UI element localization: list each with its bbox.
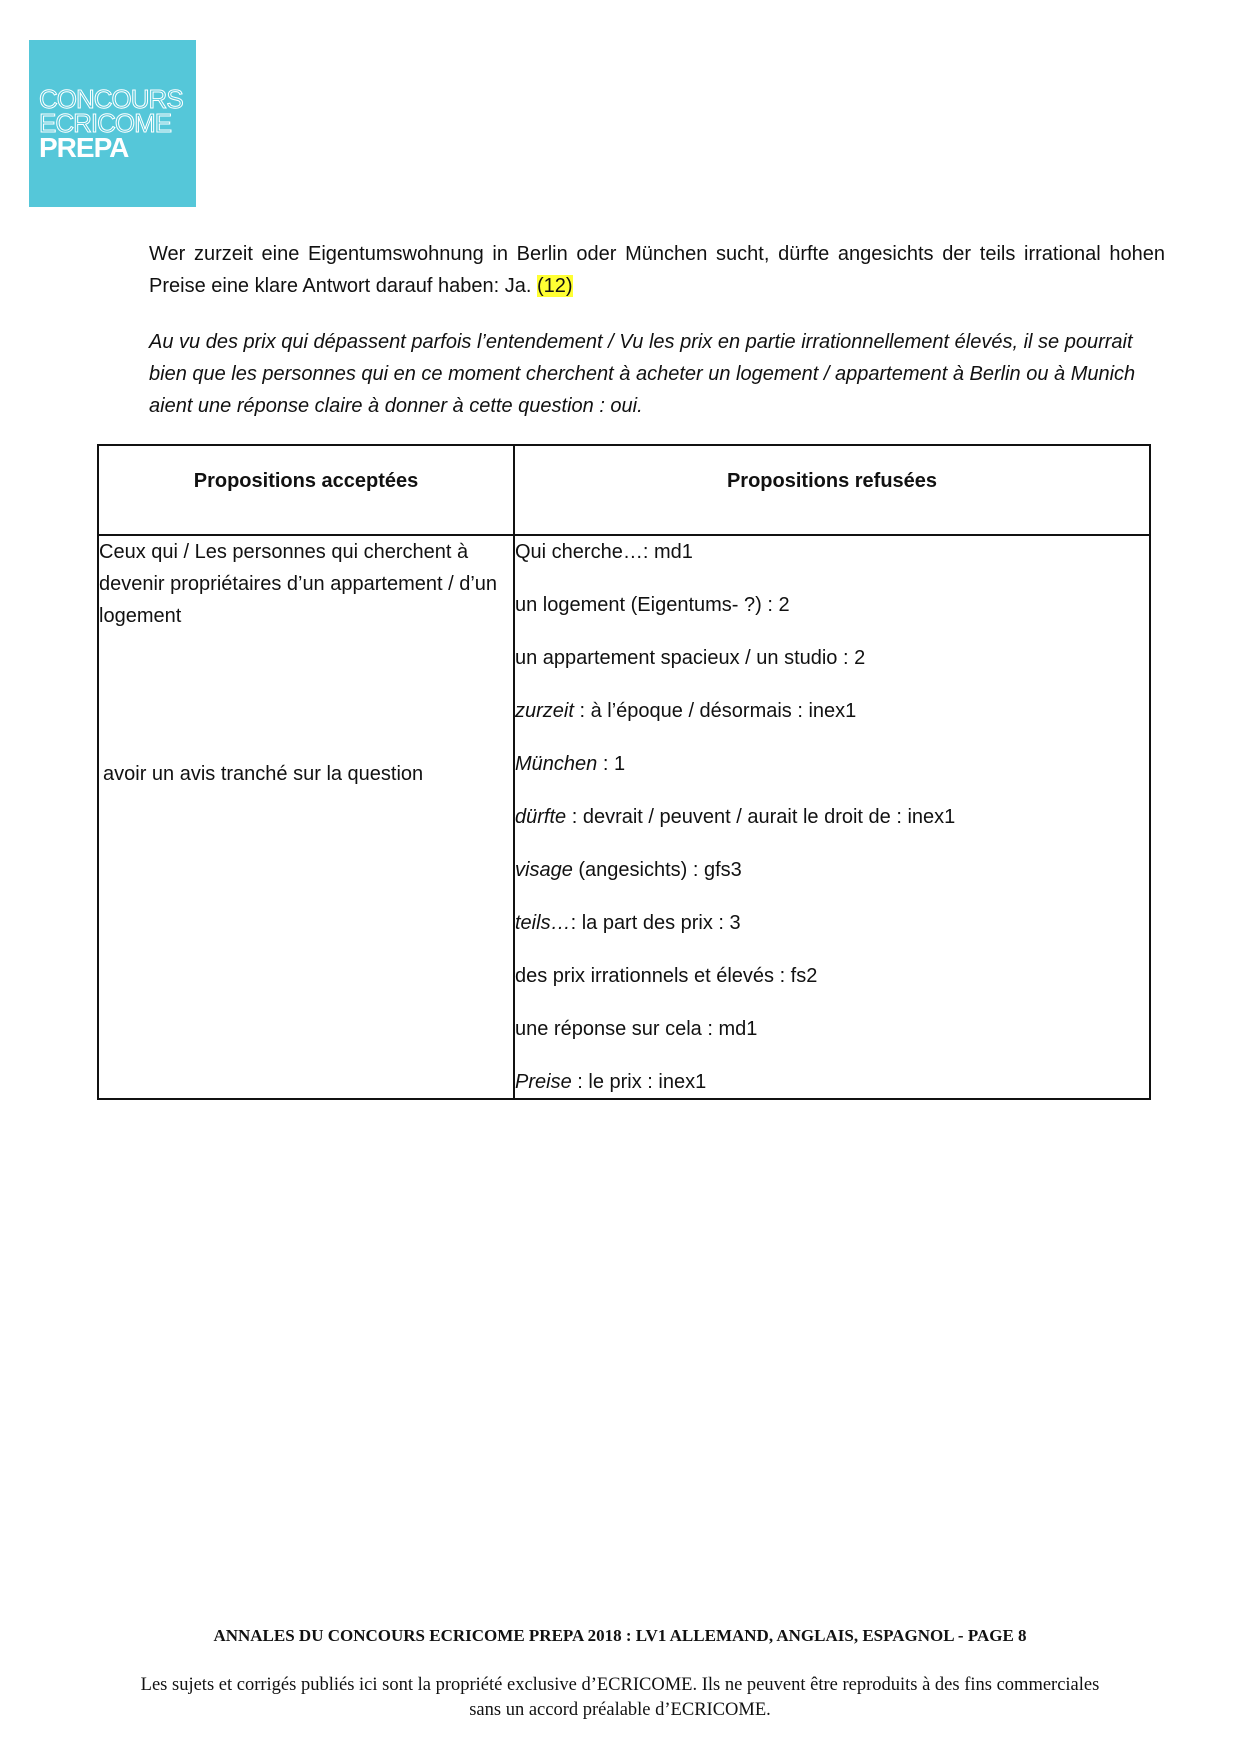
footer-title: ANNALES DU CONCOURS ECRICOME PREPA 2018 : LV1 ALLEMAND, ANGLAIS, ESPAGNOL - PAGE 8 [213, 1626, 1027, 1645]
accepted-item: avoir un avis tranché sur la question [103, 763, 424, 785]
refused-item: teils…: la part des prix : 3 [515, 912, 741, 934]
translation-text: Au vu des prix qui dépassent parfois l’entendement / Vu les prix en partie irrationnellement élevés, il se pourrait bien que les personnes qui en ce moment cherchent à acheter un logement / appartement à Berlin ou à Munich aient une réponse claire à donner à cette question : oui. [149, 331, 1136, 417]
refused-item: dürfte : devrait / peuvent / aurait le droit de : inex1 [515, 806, 956, 828]
ecricome-logo [29, 40, 196, 207]
refused-cell [514, 535, 1150, 1099]
accepted-cell [98, 535, 514, 1099]
source-sentence: Wer zurzeit eine Eigentumswohnung in Berlin oder München sucht, dürfte angesichts der teils irrational hohen Preise eine klare Antwort darauf haben: Ja. [149, 243, 1165, 297]
table-header-row [98, 445, 1150, 535]
refused-item: München : 1 [515, 753, 626, 775]
refused-item: un appartement spacieux / un studio : 2 [515, 647, 866, 669]
accepted-item: Ceux qui / Les personnes qui cherchent à devenir propriétaires d’un appartement / d’un logement [99, 541, 498, 627]
refused-item: des prix irrationnels et élevés : fs2 [515, 965, 818, 987]
footer-copyright-note: Les sujets et corrigés publiés ici sont la propriété exclusive d’ECRICOME. Ils ne peuvent être reproduits à des fins commerciales sans un accord préalable d’ECRICOME. [140, 1675, 1100, 1720]
source-text [149, 238, 1165, 302]
refused-item: Preise : le prix : inex1 [515, 1071, 707, 1093]
refused-item: une réponse sur cela : md1 [515, 1018, 758, 1040]
refused-item: Qui cherche…: md1 [515, 541, 693, 563]
logo-line-prepa: PREPA [39, 132, 129, 163]
logo-line-ecricome: ECRICOME [39, 108, 172, 138]
table-body-row [98, 535, 1150, 1099]
refused-item: visage (angesichts) : gfs3 [515, 859, 742, 881]
logo-line-concours: CONCOURS [39, 84, 183, 114]
propositions-table [97, 444, 1151, 1100]
refused-item: zurzeit : à l’époque / désormais : inex1 [515, 700, 857, 722]
refused-item: un logement (Eigentums- ?) : 2 [515, 594, 790, 616]
sentence-number: (12) [537, 275, 573, 297]
header-accepted: Propositions acceptées [98, 445, 514, 535]
header-refused: Propositions refusées [514, 445, 1150, 535]
